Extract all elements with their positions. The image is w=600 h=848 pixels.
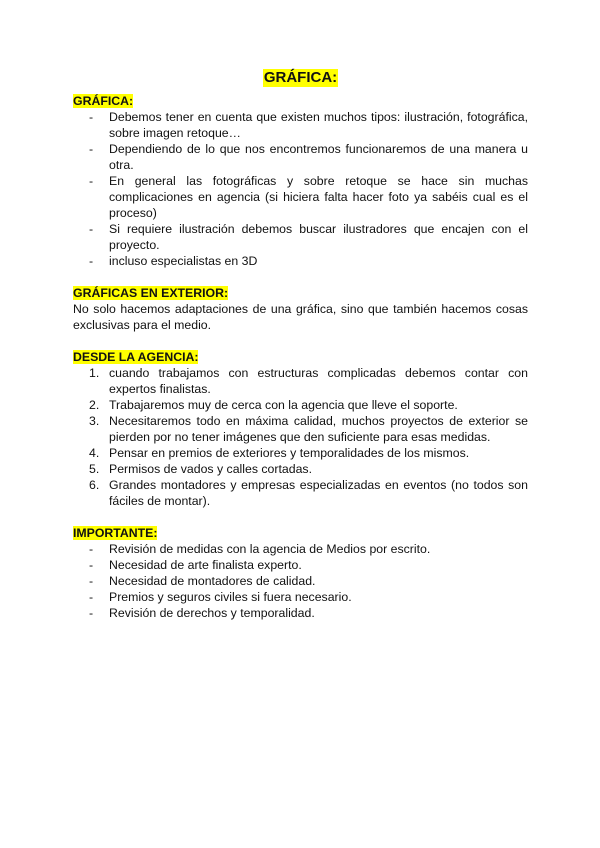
list-item-text: incluso especialistas en 3D bbox=[109, 254, 258, 268]
spacer bbox=[73, 333, 528, 349]
list-item-text: Si requiere ilustración debemos buscar ilustradores que encajen con el proyecto. bbox=[109, 222, 528, 252]
list-item bbox=[73, 541, 528, 557]
spacer bbox=[73, 269, 528, 285]
bullet-dash: - bbox=[89, 590, 94, 604]
agencia-list bbox=[73, 365, 528, 509]
list-item-text: Necesitaremos todo en máxima calidad, muchos proyectos de exterior se pierden por no tener imágenes que den suficiente para esas medidas. bbox=[109, 414, 528, 444]
document-page bbox=[73, 69, 528, 621]
spacer bbox=[73, 509, 528, 525]
list-item bbox=[73, 557, 528, 573]
section-heading-grafica bbox=[73, 93, 528, 109]
list-item bbox=[73, 109, 528, 141]
heading-text: GRÁFICA: bbox=[73, 94, 134, 108]
grafica-list bbox=[73, 109, 528, 269]
list-item bbox=[73, 253, 528, 269]
importante-list bbox=[73, 541, 528, 621]
list-item bbox=[73, 445, 528, 461]
title-row bbox=[73, 69, 528, 91]
bullet-dash: - bbox=[89, 254, 94, 268]
heading-text: DESDE LA AGENCIA: bbox=[73, 350, 199, 364]
section-heading-exterior bbox=[73, 285, 528, 301]
heading-text: GRÁFICAS EN EXTERIOR: bbox=[73, 286, 229, 300]
list-item bbox=[73, 397, 528, 413]
exterior-paragraph: No solo hacemos adaptaciones de una gráfica, sino que también hacemos cosas exclusivas para el medio. bbox=[73, 302, 528, 332]
list-number: 5. bbox=[89, 462, 100, 476]
bullet-dash: - bbox=[89, 574, 94, 588]
section-heading-importante bbox=[73, 525, 528, 541]
list-item bbox=[73, 141, 528, 173]
list-item-text: Revisión de medidas con la agencia de Medios por escrito. bbox=[109, 542, 431, 556]
list-item-text: Permisos de vados y calles cortadas. bbox=[109, 462, 312, 476]
list-item bbox=[73, 365, 528, 397]
bullet-dash: - bbox=[89, 222, 94, 236]
list-number: 3. bbox=[89, 414, 100, 428]
list-item bbox=[73, 589, 528, 605]
section-heading-agencia bbox=[73, 349, 528, 365]
bullet-dash: - bbox=[89, 142, 94, 156]
list-item-text: Pensar en premios de exteriores y temporalidades de los mismos. bbox=[109, 446, 470, 460]
list-item-text: Dependiendo de lo que nos encontremos funcionaremos de una manera u otra. bbox=[109, 142, 528, 172]
list-item bbox=[73, 221, 528, 253]
heading-text: IMPORTANTE: bbox=[73, 526, 158, 540]
list-item-text: Trabajaremos muy de cerca con la agencia que lleve el soporte. bbox=[109, 398, 458, 412]
bullet-dash: - bbox=[89, 110, 94, 124]
list-item-text: Necesidad de arte finalista experto. bbox=[109, 558, 302, 572]
list-item bbox=[73, 413, 528, 445]
list-item-text: Grandes montadores y empresas especializadas en eventos (no todos son fáciles de montar). bbox=[109, 478, 528, 508]
list-number: 1. bbox=[89, 366, 100, 380]
list-item-text: cuando trabajamos con estructuras complicadas debemos contar con expertos finalistas. bbox=[109, 366, 528, 396]
list-item bbox=[73, 573, 528, 589]
list-number: 6. bbox=[89, 478, 100, 492]
bullet-dash: - bbox=[89, 174, 94, 188]
list-item-text: Revisión de derechos y temporalidad. bbox=[109, 606, 315, 620]
page-title: GRÁFICA: bbox=[263, 69, 338, 86]
list-item bbox=[73, 477, 528, 509]
list-number: 2. bbox=[89, 398, 100, 412]
bullet-dash: - bbox=[89, 606, 94, 620]
list-item-text: En general las fotográficas y sobre retoque se hace sin muchas complicaciones en agencia (si hiciera falta hacer foto ya sabéis cual es el proceso) bbox=[109, 174, 528, 220]
list-item-text: Premios y seguros civiles si fuera necesario. bbox=[109, 590, 352, 604]
list-item bbox=[73, 461, 528, 477]
bullet-dash: - bbox=[89, 558, 94, 572]
list-item bbox=[73, 173, 528, 221]
list-number: 4. bbox=[89, 446, 100, 460]
bullet-dash: - bbox=[89, 542, 94, 556]
list-item-text: Necesidad de montadores de calidad. bbox=[109, 574, 316, 588]
list-item-text: Debemos tener en cuenta que existen muchos tipos: ilustración, fotográfica, sobre imagen retoque… bbox=[109, 110, 528, 140]
list-item bbox=[73, 605, 528, 621]
